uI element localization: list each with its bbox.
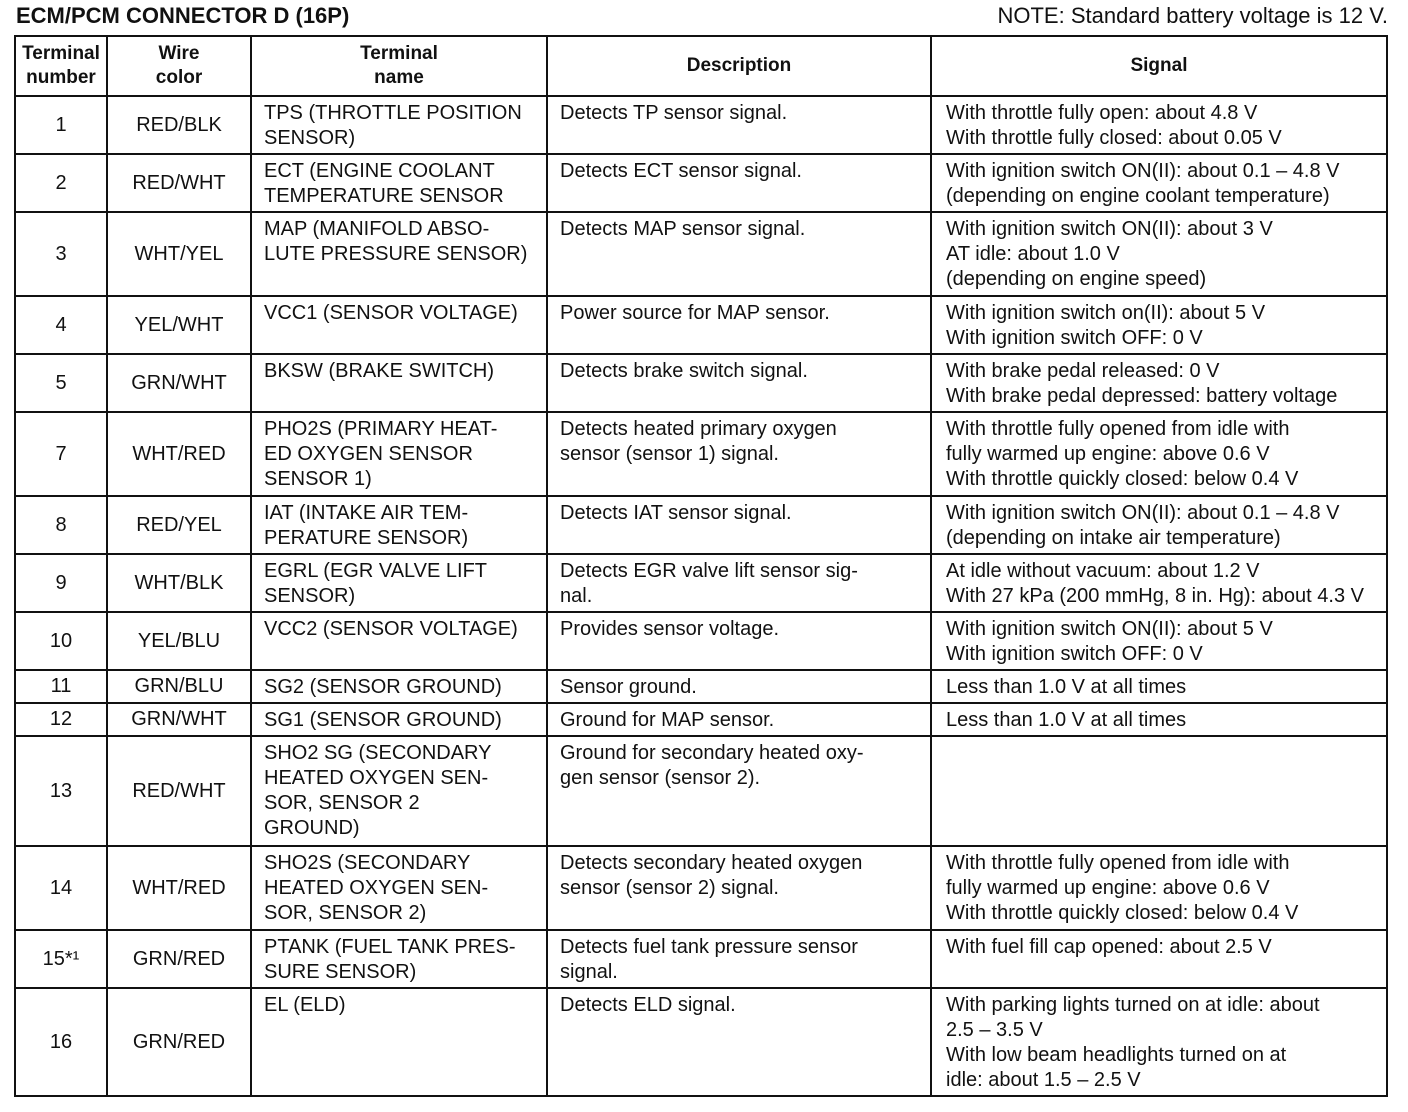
signal: Less than 1.0 V at all times	[931, 703, 1387, 736]
terminal-number: 3	[15, 212, 107, 296]
wire-color: RED/BLK	[107, 96, 251, 154]
terminal-number: 12	[15, 703, 107, 736]
description: Detects ELD signal.	[547, 988, 931, 1096]
terminal-name: SG1 (SENSOR GROUND)	[251, 703, 547, 736]
table-row	[15, 154, 1387, 212]
table-body	[15, 96, 1387, 1096]
description: Detects EGR valve lift sensor sig- nal.	[547, 554, 931, 612]
signal: With fuel fill cap opened: about 2.5 V	[931, 930, 1387, 988]
header-description: Description	[547, 36, 931, 96]
wire-color: GRN/BLU	[107, 670, 251, 703]
header-terminal-number: Terminal number	[15, 36, 107, 96]
voltage-note: NOTE: Standard battery voltage is 12 V.	[997, 3, 1388, 28]
wire-color: RED/WHT	[107, 154, 251, 212]
terminal-number: 9	[15, 554, 107, 612]
header-signal: Signal	[931, 36, 1387, 96]
table-row	[15, 670, 1387, 703]
terminal-name: ECT (ENGINE COOLANT TEMPERATURE SENSOR	[251, 154, 547, 212]
terminal-name: EGRL (EGR VALVE LIFT SENSOR)	[251, 554, 547, 612]
signal: With ignition switch ON(II): about 5 V With ignition switch OFF: 0 V	[931, 612, 1387, 670]
table-row	[15, 930, 1387, 988]
description: Power source for MAP sensor.	[547, 296, 931, 354]
table-row	[15, 736, 1387, 846]
description: Sensor ground.	[547, 670, 931, 703]
wire-color: GRN/RED	[107, 988, 251, 1096]
terminal-number: 13	[15, 736, 107, 846]
wire-color: WHT/RED	[107, 846, 251, 930]
signal: With ignition switch ON(II): about 0.1 – 4.8 V (depending on engine coolant temperature)	[931, 154, 1387, 212]
table-row	[15, 496, 1387, 554]
wire-color: RED/YEL	[107, 496, 251, 554]
signal: At idle without vacuum: about 1.2 V With 27 kPa (200 mmHg, 8 in. Hg): about 4.3 V	[931, 554, 1387, 612]
signal: With ignition switch on(II): about 5 V With ignition switch OFF: 0 V	[931, 296, 1387, 354]
table-row	[15, 846, 1387, 930]
description: Ground for secondary heated oxy- gen sensor (sensor 2).	[547, 736, 931, 846]
table-row	[15, 354, 1387, 412]
terminal-name: BKSW (BRAKE SWITCH)	[251, 354, 547, 412]
wire-color: WHT/BLK	[107, 554, 251, 612]
signal: With ignition switch ON(II): about 3 V AT idle: about 1.0 V (depending on engine speed)	[931, 212, 1387, 296]
wire-color: YEL/WHT	[107, 296, 251, 354]
table-row	[15, 988, 1387, 1096]
terminal-number: 4	[15, 296, 107, 354]
terminal-name: TPS (THROTTLE POSITION SENSOR)	[251, 96, 547, 154]
wire-color: YEL/BLU	[107, 612, 251, 670]
table-row	[15, 96, 1387, 154]
table-row	[15, 703, 1387, 736]
description: Detects TP sensor signal.	[547, 96, 931, 154]
signal: With throttle fully opened from idle with fully warmed up engine: above 0.6 V With throttle quickly closed: below 0.4 V	[931, 412, 1387, 496]
header-wire-color: Wire color	[107, 36, 251, 96]
terminal-number: 7	[15, 412, 107, 496]
description: Provides sensor voltage.	[547, 612, 931, 670]
terminal-number: 10	[15, 612, 107, 670]
signal: With parking lights turned on at idle: about 2.5 – 3.5 V With low beam headlights turned on at idle: about 1.5 – 2.5 V	[931, 988, 1387, 1096]
table-row	[15, 554, 1387, 612]
wire-color: WHT/RED	[107, 412, 251, 496]
table-row	[15, 296, 1387, 354]
description: Ground for MAP sensor.	[547, 703, 931, 736]
wire-color: GRN/RED	[107, 930, 251, 988]
terminal-name: VCC2 (SENSOR VOLTAGE)	[251, 612, 547, 670]
terminal-name: EL (ELD)	[251, 988, 547, 1096]
signal: With brake pedal released: 0 V With brake pedal depressed: battery voltage	[931, 354, 1387, 412]
signal: Less than 1.0 V at all times	[931, 670, 1387, 703]
terminal-number: 5	[15, 354, 107, 412]
terminal-name: VCC1 (SENSOR VOLTAGE)	[251, 296, 547, 354]
terminal-name: SHO2 SG (SECONDARY HEATED OXYGEN SEN- SOR, SENSOR 2 GROUND)	[251, 736, 547, 846]
terminal-number: 15*¹	[15, 930, 107, 988]
description: Detects MAP sensor signal.	[547, 212, 931, 296]
terminal-number: 11	[15, 670, 107, 703]
terminal-name: MAP (MANIFOLD ABSO- LUTE PRESSURE SENSOR)	[251, 212, 547, 296]
terminal-number: 8	[15, 496, 107, 554]
description: Detects heated primary oxygen sensor (sensor 1) signal.	[547, 412, 931, 496]
description: Detects brake switch signal.	[547, 354, 931, 412]
description: Detects IAT sensor signal.	[547, 496, 931, 554]
table-row	[15, 212, 1387, 296]
wire-color: GRN/WHT	[107, 354, 251, 412]
terminal-number: 16	[15, 988, 107, 1096]
signal	[931, 736, 1387, 846]
description: Detects ECT sensor signal.	[547, 154, 931, 212]
terminal-name: SHO2S (SECONDARY HEATED OXYGEN SEN- SOR, SENSOR 2)	[251, 846, 547, 930]
terminal-number: 1	[15, 96, 107, 154]
table-row	[15, 612, 1387, 670]
page-title: ECM/PCM CONNECTOR D (16P)	[16, 3, 350, 28]
wire-color: WHT/YEL	[107, 212, 251, 296]
terminal-number: 14	[15, 846, 107, 930]
signal: With throttle fully opened from idle with fully warmed up engine: above 0.6 V With throttle quickly closed: below 0.4 V	[931, 846, 1387, 930]
connector-table	[14, 35, 1388, 1097]
signal: With throttle fully open: about 4.8 V With throttle fully closed: about 0.05 V	[931, 96, 1387, 154]
terminal-name: SG2 (SENSOR GROUND)	[251, 670, 547, 703]
table-header-row	[15, 36, 1387, 96]
terminal-number: 2	[15, 154, 107, 212]
table-row	[15, 412, 1387, 496]
description: Detects secondary heated oxygen sensor (sensor 2) signal.	[547, 846, 931, 930]
signal: With ignition switch ON(II): about 0.1 – 4.8 V (depending on intake air temperature)	[931, 496, 1387, 554]
wire-color: RED/WHT	[107, 736, 251, 846]
terminal-name: PTANK (FUEL TANK PRES- SURE SENSOR)	[251, 930, 547, 988]
terminal-name: PHO2S (PRIMARY HEAT- ED OXYGEN SENSOR SENSOR 1)	[251, 412, 547, 496]
terminal-name: IAT (INTAKE AIR TEM- PERATURE SENSOR)	[251, 496, 547, 554]
header-terminal-name: Terminal name	[251, 36, 547, 96]
wire-color: GRN/WHT	[107, 703, 251, 736]
description: Detects fuel tank pressure sensor signal.	[547, 930, 931, 988]
